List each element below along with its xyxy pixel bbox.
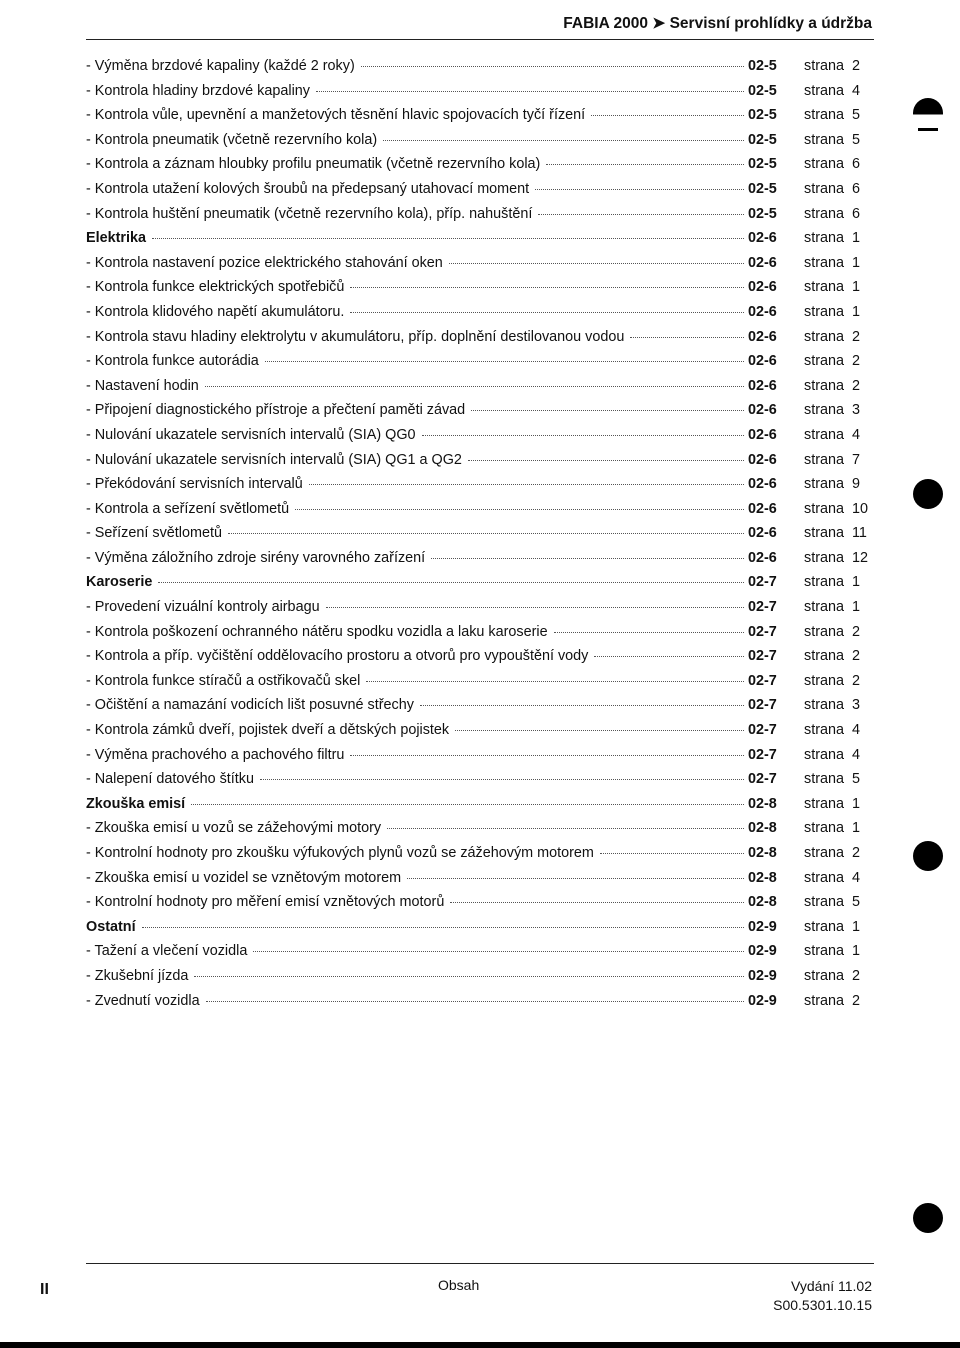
toc-entry-label: - Překódování servisních intervalů (86, 476, 303, 493)
toc-dot-leader (350, 755, 744, 756)
toc-dot-leader (350, 287, 744, 288)
toc-entry-label: - Kontrolní hodnoty pro měření emisí vznětových motorů (86, 894, 445, 911)
toc-dot-leader (471, 410, 744, 411)
toc-page-word: strana (804, 845, 844, 861)
toc-dot-leader (350, 312, 744, 313)
toc-chapter-code: 02-9 (748, 918, 777, 935)
toc-entry-label: - Kontrola nastavení pozice elektrického stahování oken (86, 254, 443, 271)
toc-entry-label: - Kontrola poškození ochranného nátěru spodku vozidla a laku karoserie (86, 623, 548, 640)
toc-page-word: strana (804, 254, 844, 271)
toc-item-row (86, 501, 874, 526)
toc-chapter-code: 02-7 (748, 771, 777, 788)
footer-page-number: II (40, 1281, 49, 1298)
toc-entry-label: - Kontrola huštění pneumatik (včetně rezervního kola), příp. nahuštění (86, 205, 533, 222)
toc-chapter-code: 02-5 (748, 82, 777, 99)
toc-page-number: 1 (852, 820, 861, 837)
toc-page-word: strana (804, 820, 844, 837)
toc-dot-leader (591, 115, 744, 116)
toc-dot-leader (535, 189, 744, 190)
toc-chapter-code: 02-6 (748, 402, 777, 419)
toc-chapter-code: 02-6 (748, 500, 777, 517)
toc-page-number: 6 (852, 205, 861, 222)
bottom-bar (0, 1342, 960, 1348)
toc-page-word: strana (804, 353, 844, 370)
toc-entry-label: - Nalepení datového štítku (86, 771, 254, 788)
toc-page-number: 5 (852, 771, 861, 788)
toc-item-row (86, 378, 874, 403)
toc-entry-label: - Kontrola funkce autorádia (86, 353, 259, 370)
toc-dot-leader (538, 214, 744, 215)
toc-page-number: 9 (852, 476, 861, 493)
margin-dot-icon (913, 841, 943, 871)
toc-item-row (86, 845, 874, 870)
toc-page-word: strana (804, 156, 844, 173)
toc-chapter-code: 02-7 (748, 746, 777, 763)
toc-item-row (86, 550, 874, 575)
toc-page-number: 1 (852, 795, 861, 812)
toc-dot-leader (191, 804, 744, 805)
toc-page-number: 2 (852, 648, 861, 665)
toc-entry-label: - Kontrola klidového napětí akumulátoru. (86, 303, 345, 320)
toc-entry-label: Ostatní (86, 918, 136, 935)
toc-entry-label: - Kontrola funkce stíračů a ostřikovačů skel (86, 672, 361, 689)
toc-entry-label: - Kontrola pneumatik (včetně rezervního kola) (86, 131, 378, 148)
toc-chapter-code: 02-6 (748, 254, 777, 271)
toc-page-number: 6 (852, 156, 861, 173)
toc-dot-leader (630, 337, 744, 338)
toc-chapter-code: 02-7 (748, 623, 777, 640)
toc-section-row (86, 574, 874, 599)
toc-page-number: 6 (852, 180, 861, 197)
toc-item-row (86, 304, 874, 329)
toc-chapter-code: 02-5 (748, 107, 777, 124)
toc-page-word: strana (804, 426, 844, 443)
toc-item-row (86, 181, 874, 206)
toc-page-word: strana (804, 377, 844, 394)
toc-page-word: strana (804, 967, 844, 984)
toc-page-number: 1 (852, 574, 861, 591)
toc-chapter-code: 02-6 (748, 377, 777, 394)
toc-dot-leader (194, 976, 744, 977)
toc-chapter-code: 02-5 (748, 58, 777, 74)
toc-chapter-code: 02-7 (748, 722, 777, 739)
toc-page-number: 2 (852, 992, 861, 1009)
toc-page-word: strana (804, 992, 844, 1009)
toc-page-number: 4 (852, 869, 861, 886)
toc-dot-leader (420, 705, 744, 706)
toc-chapter-code: 02-6 (748, 525, 777, 542)
toc-item-row (86, 427, 874, 452)
toc-page-word: strana (804, 623, 844, 640)
toc-entry-label: - Provedení vizuální kontroly airbagu (86, 599, 320, 616)
margin-dot-icon (913, 479, 943, 509)
toc-chapter-code: 02-7 (748, 574, 777, 591)
toc-page-number: 5 (852, 894, 861, 911)
toc-dot-leader (407, 878, 744, 879)
toc-item-row (86, 624, 874, 649)
footer-doc-code: S00.5301.10.15 (773, 1297, 872, 1313)
toc-chapter-code: 02-6 (748, 303, 777, 320)
toc-page-word: strana (804, 107, 844, 124)
toc-page-word: strana (804, 82, 844, 99)
toc-chapter-code: 02-9 (748, 967, 777, 984)
toc-item-row (86, 156, 874, 181)
toc-dot-leader (455, 730, 744, 731)
toc-entry-label: - Kontrola stavu hladiny elektrolytu v akumulátoru, příp. doplnění destilovanou vodou (86, 328, 625, 345)
toc-item-row (86, 673, 874, 698)
toc-page-word: strana (804, 58, 844, 74)
toc-page-word: strana (804, 230, 844, 247)
toc-page-word: strana (804, 500, 844, 517)
toc-dot-leader (449, 263, 744, 264)
toc-page-number: 4 (852, 722, 861, 739)
toc-entry-label: - Zkouška emisí u vozidel se vznětovým motorem (86, 869, 402, 886)
toc-item-row (86, 58, 874, 83)
toc-item-row (86, 83, 874, 108)
toc-item-row (86, 968, 874, 993)
toc-item-row (86, 722, 874, 747)
toc-page-word: strana (804, 476, 844, 493)
toc-dot-leader (468, 460, 744, 461)
toc-page-word: strana (804, 205, 844, 222)
toc-chapter-code: 02-6 (748, 451, 777, 468)
toc-entry-label: - Kontrola vůle, upevnění a manžetových těsnění hlavic spojovacích tyčí řízení (86, 107, 586, 124)
toc-chapter-code: 02-8 (748, 869, 777, 886)
margin-dash-icon (918, 128, 938, 131)
toc-chapter-code: 02-6 (748, 549, 777, 566)
toc-dot-leader (594, 656, 744, 657)
toc-page-number: 2 (852, 967, 861, 984)
toc-entry-label: - Kontrola hladiny brzdové kapaliny (86, 82, 310, 99)
toc-dot-leader (450, 902, 744, 903)
toc-dot-leader (309, 484, 744, 485)
table-of-contents (86, 58, 874, 1017)
toc-dot-leader (361, 66, 744, 67)
toc-dot-leader (260, 779, 744, 780)
toc-entry-label: - Zkouška emisí u vozů se zážehovými motory (86, 820, 382, 837)
toc-item-row (86, 870, 874, 895)
toc-page-number: 1 (852, 279, 861, 296)
header-rule (86, 39, 874, 40)
toc-entry-label: Zkouška emisí (86, 795, 186, 812)
toc-page-number: 1 (852, 599, 861, 616)
toc-page-word: strana (804, 549, 844, 566)
toc-page-word: strana (804, 279, 844, 296)
toc-chapter-code: 02-6 (748, 426, 777, 443)
toc-page-word: strana (804, 746, 844, 763)
footer-edition: Vydání 11.02 (791, 1278, 872, 1294)
toc-page-word: strana (804, 918, 844, 935)
toc-entry-label: - Zkušební jízda (86, 967, 189, 984)
toc-item-row (86, 771, 874, 796)
toc-section-row (86, 796, 874, 821)
toc-chapter-code: 02-7 (748, 648, 777, 665)
toc-item-row (86, 993, 874, 1018)
toc-page-number: 3 (852, 402, 861, 419)
toc-item-row (86, 943, 874, 968)
toc-dot-leader (600, 853, 744, 854)
toc-item-row (86, 279, 874, 304)
toc-item-row (86, 525, 874, 550)
toc-chapter-code: 02-8 (748, 820, 777, 837)
toc-page-word: strana (804, 328, 844, 345)
toc-dot-leader (295, 509, 744, 510)
toc-page-word: strana (804, 599, 844, 616)
toc-chapter-code: 02-5 (748, 180, 777, 197)
toc-dot-leader (326, 607, 744, 608)
toc-entry-label: - Kontrola a příp. vyčištění oddělovacího prostoru a otvorů pro vypouštění vody (86, 648, 589, 665)
toc-chapter-code: 02-8 (748, 894, 777, 911)
toc-page-number: 10 (852, 500, 869, 517)
toc-entry-label: Karoserie (86, 574, 153, 591)
toc-entry-label: - Seřízení světlometů (86, 525, 222, 542)
toc-page-number: 1 (852, 254, 861, 271)
toc-page-number: 1 (852, 230, 861, 247)
toc-page-number: 2 (852, 672, 861, 689)
toc-entry-label: - Kontrola a záznam hloubky profilu pneumatik (včetně rezervního kola) (86, 156, 541, 173)
footer-section: Obsah (438, 1277, 480, 1293)
toc-chapter-code: 02-5 (748, 205, 777, 222)
toc-page-number: 4 (852, 746, 861, 763)
toc-dot-leader (158, 582, 744, 583)
toc-item-row (86, 452, 874, 477)
toc-chapter-code: 02-6 (748, 230, 777, 247)
toc-page-word: strana (804, 648, 844, 665)
toc-page-word: strana (804, 303, 844, 320)
toc-page-number: 2 (852, 353, 861, 370)
toc-page-word: strana (804, 131, 844, 148)
toc-item-row (86, 697, 874, 722)
toc-item-row (86, 747, 874, 772)
toc-item-row (86, 107, 874, 132)
toc-entry-label: - Kontrola zámků dveří, pojistek dveří a dětských pojistek (86, 722, 450, 739)
toc-page-number: 5 (852, 107, 861, 124)
toc-chapter-code: 02-9 (748, 943, 777, 960)
toc-dot-leader (422, 435, 744, 436)
toc-page-number: 12 (852, 549, 869, 566)
toc-page-word: strana (804, 451, 844, 468)
footer-edition-block (773, 1277, 872, 1315)
toc-entry-label: - Zvednutí vozidla (86, 992, 200, 1009)
toc-chapter-code: 02-7 (748, 697, 777, 714)
margin-dot-icon (913, 98, 943, 128)
toc-chapter-code: 02-6 (748, 328, 777, 345)
toc-dot-leader (383, 140, 744, 141)
toc-entry-label: Elektrika (86, 230, 147, 247)
toc-dot-leader (554, 632, 744, 633)
toc-chapter-code: 02-6 (748, 353, 777, 370)
toc-entry-label: - Výměna prachového a pachového filtru (86, 746, 345, 763)
toc-dot-leader (206, 1001, 744, 1002)
toc-page-word: strana (804, 574, 844, 591)
toc-entry-label: - Očištění a namazání vodicích lišt posuvné střechy (86, 697, 414, 714)
toc-item-row (86, 820, 874, 845)
toc-item-row (86, 648, 874, 673)
toc-dot-leader (546, 164, 744, 165)
toc-dot-leader (316, 91, 744, 92)
toc-dot-leader (366, 681, 744, 682)
toc-page-word: strana (804, 402, 844, 419)
toc-page-number: 1 (852, 943, 861, 960)
toc-item-row (86, 476, 874, 501)
toc-chapter-code: 02-5 (748, 131, 777, 148)
toc-page-number: 1 (852, 303, 861, 320)
toc-page-word: strana (804, 869, 844, 886)
toc-section-row (86, 919, 874, 944)
toc-page-word: strana (804, 697, 844, 714)
toc-entry-label: - Tažení a vlečení vozidla (86, 943, 248, 960)
toc-chapter-code: 02-9 (748, 992, 777, 1009)
toc-page-number: 7 (852, 451, 861, 468)
toc-page-word: strana (804, 180, 844, 197)
toc-chapter-code: 02-7 (748, 599, 777, 616)
toc-dot-leader (253, 951, 744, 952)
toc-dot-leader (265, 361, 744, 362)
footer-rule (86, 1263, 874, 1264)
toc-page-number: 2 (852, 328, 861, 345)
toc-item-row (86, 353, 874, 378)
toc-entry-label: - Kontrola funkce elektrických spotřebičů (86, 279, 345, 296)
toc-item-row (86, 206, 874, 231)
toc-entry-label: - Nastavení hodin (86, 377, 199, 394)
toc-page-word: strana (804, 672, 844, 689)
toc-page-number: 2 (852, 58, 861, 74)
toc-page-word: strana (804, 771, 844, 788)
toc-dot-leader (228, 533, 744, 534)
toc-item-row (86, 132, 874, 157)
toc-chapter-code: 02-5 (748, 156, 777, 173)
toc-page-number: 4 (852, 82, 861, 99)
toc-page-word: strana (804, 795, 844, 812)
toc-dot-leader (152, 238, 744, 239)
toc-page-number: 4 (852, 426, 861, 443)
margin-dot-icon (913, 1203, 943, 1233)
toc-dot-leader (387, 828, 744, 829)
toc-page-number: 5 (852, 131, 861, 148)
toc-entry-label: - Nulování ukazatele servisních intervalů (SIA) QG1 a QG2 (86, 451, 462, 468)
toc-page-number: 2 (852, 623, 861, 640)
toc-page-number: 3 (852, 697, 861, 714)
toc-chapter-code: 02-7 (748, 672, 777, 689)
toc-page-number: 2 (852, 845, 861, 861)
toc-page-word: strana (804, 943, 844, 960)
toc-item-row (86, 894, 874, 919)
toc-dot-leader (431, 558, 744, 559)
toc-dot-leader (142, 927, 744, 928)
toc-chapter-code: 02-6 (748, 279, 777, 296)
toc-entry-label: - Výměna brzdové kapaliny (každé 2 roky) (86, 58, 355, 74)
toc-page-word: strana (804, 525, 844, 542)
toc-page-number: 11 (852, 525, 867, 542)
toc-page-word: strana (804, 894, 844, 911)
toc-item-row (86, 402, 874, 427)
toc-chapter-code: 02-6 (748, 476, 777, 493)
toc-page-number: 1 (852, 918, 861, 935)
toc-entry-label: - Výměna záložního zdroje sirény varovného zařízení (86, 549, 426, 566)
toc-entry-label: - Kontrola utažení kolových šroubů na předepsaný utahovací moment (86, 180, 530, 197)
toc-section-row (86, 230, 874, 255)
toc-entry-label: - Připojení diagnostického přístroje a přečtení paměti závad (86, 402, 466, 419)
toc-item-row (86, 599, 874, 624)
toc-entry-label: - Kontrola a seřízení světlometů (86, 500, 290, 517)
toc-page-number: 2 (852, 377, 861, 394)
toc-item-row (86, 329, 874, 354)
toc-item-row (86, 255, 874, 280)
toc-chapter-code: 02-8 (748, 795, 777, 812)
toc-entry-label: - Kontrolní hodnoty pro zkoušku výfukových plynů vozů se zážehovým motorem (86, 845, 594, 861)
toc-entry-label: - Nulování ukazatele servisních intervalů (SIA) QG0 (86, 426, 416, 443)
toc-chapter-code: 02-8 (748, 845, 777, 861)
toc-page-word: strana (804, 722, 844, 739)
toc-dot-leader (205, 386, 744, 387)
header-title: FABIA 2000 ➤ Servisní prohlídky a údržba (563, 15, 872, 32)
